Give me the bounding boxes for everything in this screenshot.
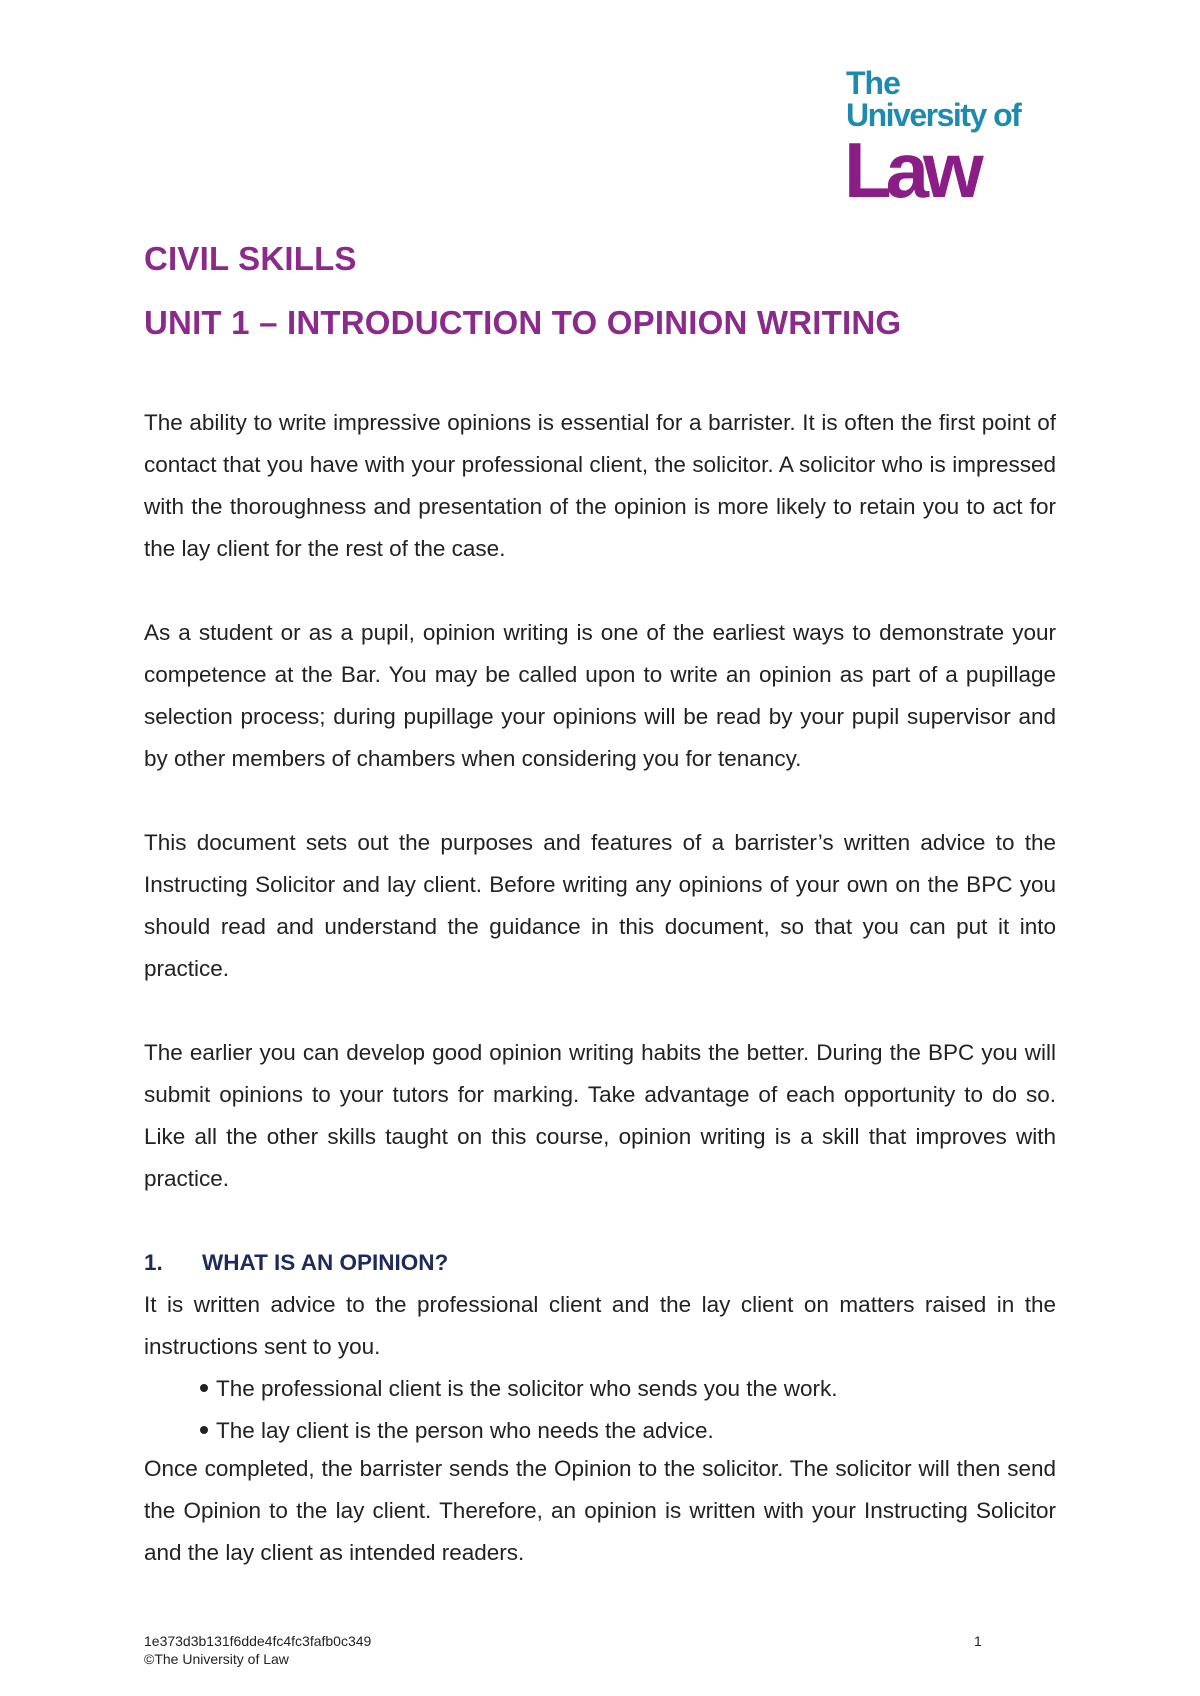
list-item: The professional client is the solicitor who sends you the work. bbox=[200, 1368, 838, 1410]
course-title: CIVIL SKILLS bbox=[144, 240, 357, 277]
section-number: 1. bbox=[144, 1250, 163, 1275]
bullet-list bbox=[200, 1368, 838, 1452]
unit-title: UNIT 1 – INTRODUCTION TO OPINION WRITING bbox=[144, 304, 902, 341]
paragraph-closing: Once completed, the barrister sends the Opinion to the solicitor. The solicitor will then send the Opinion to the lay client. Therefore, an opinion is written with your Instructing Solicitor and the lay client as intended readers. bbox=[144, 1456, 1056, 1565]
logo-line-the: The bbox=[846, 65, 900, 101]
paragraph-document-purpose: This document sets out the purposes and features of a barrister’s written advice to the Instructing Solicitor and lay client. Before writing any opinions of your own on the BPC you should read and understand the guidance in this document, so that you can put it into practice. bbox=[144, 830, 1056, 981]
paragraph-habits: The earlier you can develop good opinion writing habits the better. During the BPC you will submit opinions to your tutors for marking. Take advantage of each opportunity to do so. Like all the other skills taught on this course, opinion writing is a skill that improves with practice. bbox=[144, 1040, 1056, 1191]
paragraph-student: As a student or as a pupil, opinion writing is one of the earliest ways to demonstrate your competence at the Bar. You may be called upon to write an opinion as part of a pupillage selection process; during pupillage your opinions will be read by your pupil supervisor and by other members of chambers when considering you for tenancy. bbox=[144, 620, 1056, 771]
list-item: The lay client is the person who needs the advice. bbox=[200, 1410, 838, 1452]
logo-line-university-of: University of bbox=[846, 97, 1021, 133]
bullet-icon bbox=[200, 1426, 208, 1434]
page-number: 1 bbox=[974, 1633, 982, 1649]
bullet-icon bbox=[200, 1384, 208, 1392]
section-heading bbox=[144, 1242, 448, 1284]
footer-doc-id: 1e373d3b131f6dde4fc4fc3fafb0c349 bbox=[144, 1633, 372, 1649]
paragraph-intro: The ability to write impressive opinions is essential for a barrister. It is often the first point of contact that you have with your professional client, the solicitor. A solicitor who is impressed with the thoroughness and presentation of the opinion is more likely to retain you to act for the lay client for the rest of the case. bbox=[144, 410, 1056, 561]
logo-line-law: Law bbox=[844, 126, 978, 214]
section-title: WHAT IS AN OPINION? bbox=[202, 1250, 449, 1275]
paragraph-definition: It is written advice to the professional client and the lay client on matters raised in the instructions sent to you. bbox=[144, 1292, 1056, 1359]
footer bbox=[144, 1632, 371, 1668]
footer-copyright: ©The University of Law bbox=[144, 1651, 289, 1667]
